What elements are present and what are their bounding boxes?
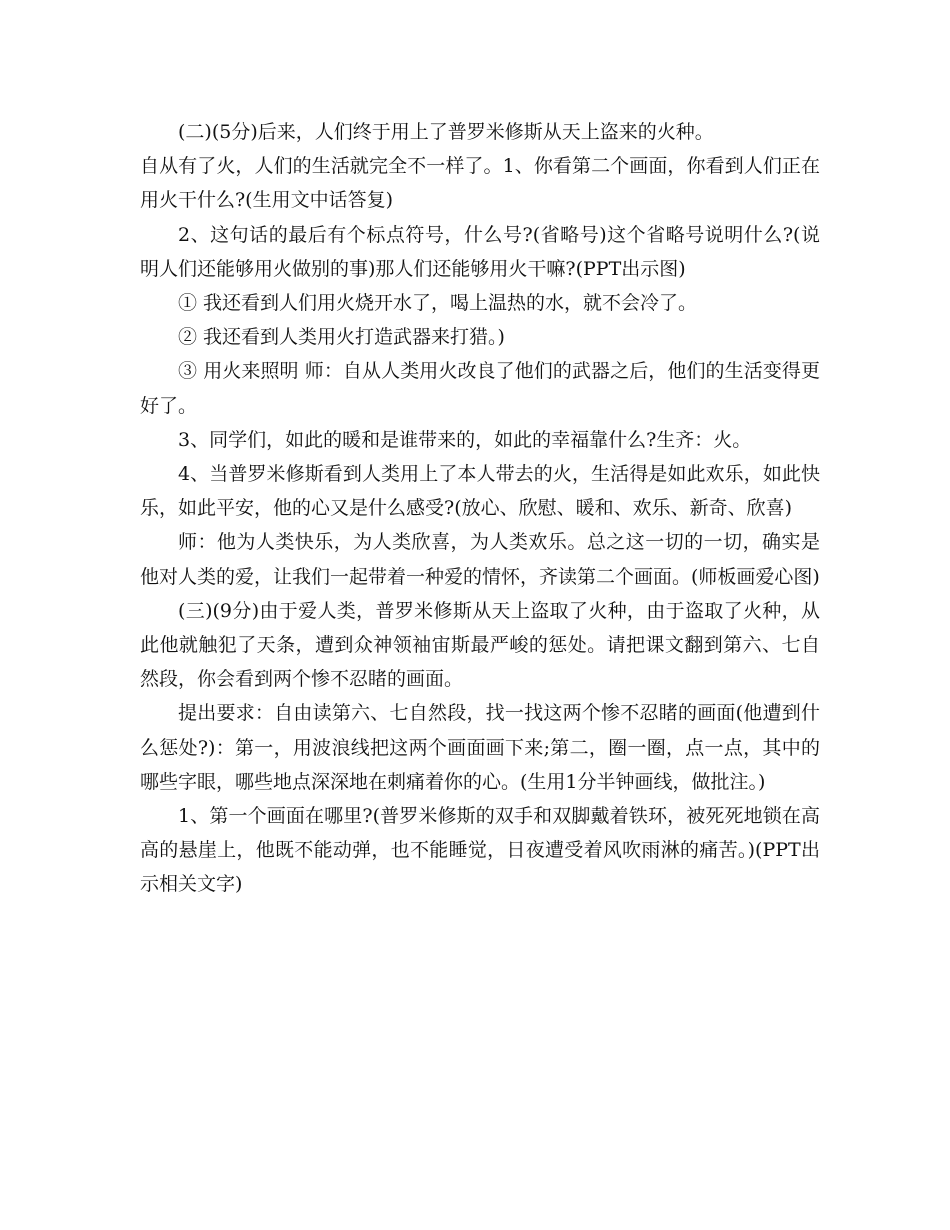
paragraph-first-scene: 1、第一个画面在哪里?(普罗米修斯的双手和双脚戴着铁环，被死死地锁在高高的悬崖上，他既不能动弹，也不能睡觉，日夜遭受着风吹雨淋的痛苦。)(PPT出示相关文字) [140,805,820,896]
paragraph-teacher-remark: 师：他为人类快乐，为人类欣喜，为人类欢乐。总之这一切的一切，确实是他对人类的爱，让我们一起带着一种爱的情怀，齐读第二个画面。(师板画爱心图) [140,531,820,588]
paragraph-section-two-heading: (二)(5分)后来，人们终于用上了普罗米修斯从天上盗来的火种。 [178,121,714,143]
paragraph-section-three: (三)(9分)由于爱人类，普罗米修斯从天上盗取了火种，由于盗取了火种，从此他就触犯了天条，遭到众神领袖宙斯最严峻的惩处。请把课文翻到第六、七自然段，你会看到两个惨不忍睹的画面。 [140,599,820,691]
paragraph-item-3: ③ 用火来照明 师：自从人类用火改良了他们的武器之后，他们的生活变得更好了。 [140,360,820,417]
paragraph-item-1: ① 我还看到人们用火烧开水了，喝上温热的水，就不会冷了。 [178,292,698,315]
paragraph-item-2: ② 我还看到人类用火打造武器来打猎。) [178,326,505,349]
paragraph-question-3: 3、同学们，如此的暖和是谁带来的，如此的幸福靠什么?生齐：火。 [178,428,752,451]
paragraph-requirements: 提出要求：自由读第六、七自然段，找一找这两个惨不忍睹的画面(他遭到什么惩处?)：第一，用波浪线把这两个画面画下来;第二，圈一圈，点一点，其中的哪些字眼，哪些地点深深地在刺痛着你的心。(生用1分半钟画线，做批注。) [140,702,820,793]
document-page [140,115,820,902]
paragraph-question-1: 自从有了火，人们的生活就完全不一样了。1、你看第二个画面，你看到人们正在用火干什么?(生用文中话答复) [140,155,820,212]
paragraph-question-4: 4、当普罗米修斯看到人类用上了本人带去的火，生活得是如此欢乐，如此快乐，如此平安，他的心又是什么感受?(放心、欣慰、暖和、欢乐、新奇、欣喜) [140,463,820,520]
paragraph-question-2: 2、这句话的最后有个标点符号，什么号?(省略号)这个省略号说明什么?(说明人们还能够用火做别的事)那人们还能够用火干嘛?(PPT出示图) [140,223,820,280]
